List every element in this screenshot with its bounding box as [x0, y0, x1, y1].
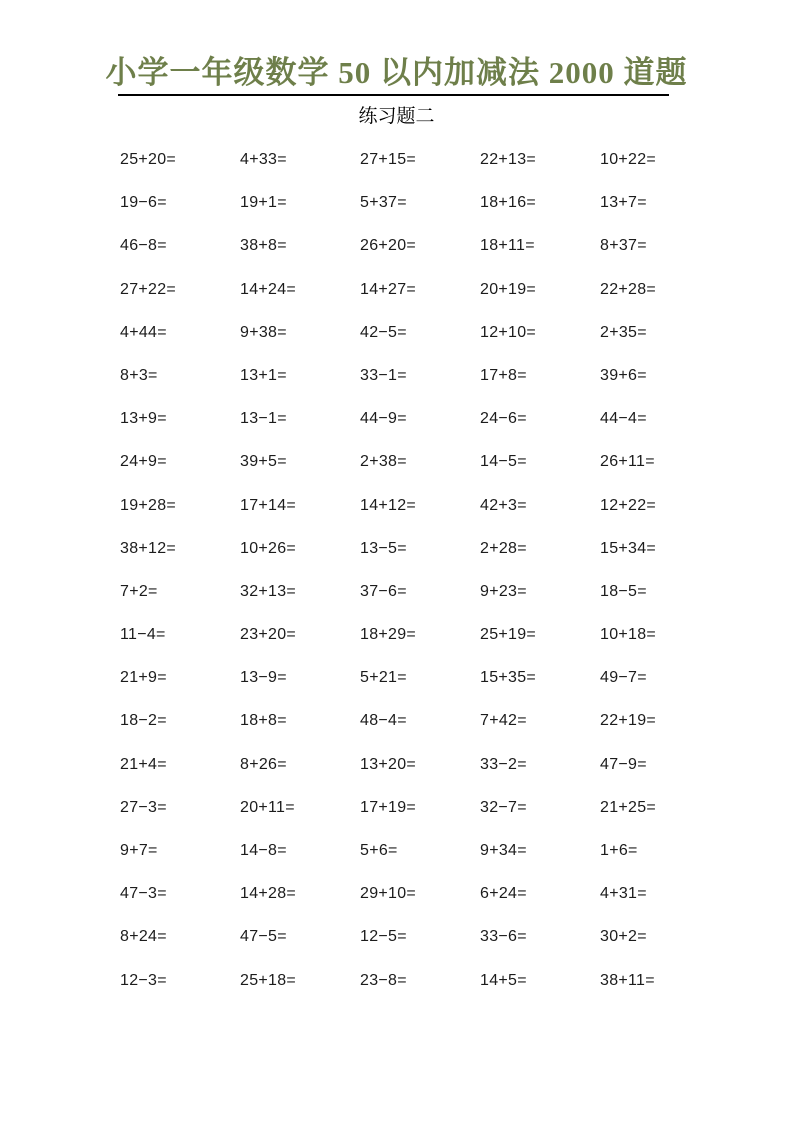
- problem-cell: 37−6=: [360, 582, 407, 600]
- problem-cell: 8+37=: [600, 237, 647, 255]
- problem-cell: 48−4=: [360, 712, 407, 730]
- problem-cell: 25+20=: [120, 151, 177, 168]
- problem-cell: 29+10=: [360, 885, 417, 903]
- problem-cell: 4+33=: [240, 151, 287, 168]
- problem-cell: 17+19=: [360, 798, 417, 816]
- problem-cell: 4+44=: [120, 323, 167, 341]
- problem-cell: 42+3=: [480, 496, 527, 514]
- problem-cell: 15+35=: [480, 669, 537, 687]
- problem-cell: 13−1=: [240, 410, 287, 428]
- problem-cell: 18+29=: [360, 626, 417, 644]
- problem-cell: 6+24=: [480, 885, 527, 903]
- problem-cell: 9+7=: [120, 842, 158, 859]
- problem-cell: 19+28=: [120, 496, 177, 514]
- problem-cell: 5+21=: [360, 669, 407, 687]
- problem-cell: 38+11=: [600, 971, 655, 989]
- problem-cell: 33−6=: [480, 928, 527, 946]
- problem-cell: 42−5=: [360, 323, 407, 341]
- problem-cell: 13+20=: [360, 755, 417, 773]
- problem-cell: 14−5=: [480, 453, 527, 471]
- problem-cell: 9+38=: [240, 323, 287, 341]
- problem-cell: 47−9=: [600, 755, 647, 773]
- problem-cell: 15+34=: [600, 539, 657, 557]
- problem-cell: 2+38=: [360, 453, 407, 471]
- problem-cell: 1+6=: [600, 842, 638, 859]
- problem-cell: 38+12=: [120, 539, 177, 557]
- problem-cell: 13+9=: [120, 410, 167, 428]
- problem-cell: 27−3=: [120, 798, 167, 816]
- problem-cell: 44−9=: [360, 410, 407, 428]
- problem-cell: 14+28=: [240, 885, 297, 903]
- problem-cell: 12−3=: [120, 971, 167, 989]
- problem-cell: 4+31=: [600, 885, 647, 903]
- problem-cell: 18−5=: [600, 582, 647, 600]
- problem-cell: 25+19=: [480, 626, 537, 644]
- problem-cell: 32−7=: [480, 798, 527, 816]
- problem-cell: 26+20=: [360, 237, 417, 255]
- problem-cell: 30+2=: [600, 928, 647, 946]
- problems-grid: [120, 151, 720, 1015]
- problem-cell: 18+11=: [480, 237, 535, 255]
- problem-cell: 7+2=: [120, 582, 158, 600]
- problem-cell: 12−5=: [360, 928, 407, 946]
- problem-cell: 8+3=: [120, 366, 158, 384]
- problem-cell: 14+5=: [480, 971, 527, 989]
- problem-cell: 18+8=: [240, 712, 287, 730]
- problem-cell: 21+4=: [120, 755, 167, 773]
- problem-cell: 19−6=: [120, 194, 167, 212]
- problem-cell: 10+26=: [240, 539, 297, 557]
- problem-cell: 32+13=: [240, 582, 297, 600]
- problem-cell: 11−4=: [120, 626, 166, 644]
- problem-cell: 44−4=: [600, 410, 647, 428]
- problem-cell: 2+28=: [480, 539, 527, 557]
- problem-cell: 9+23=: [480, 582, 527, 600]
- problem-cell: 21+25=: [600, 798, 657, 816]
- problem-cell: 23+20=: [240, 626, 297, 644]
- problem-cell: 12+10=: [480, 323, 537, 341]
- problem-cell: 20+11=: [240, 798, 295, 816]
- problem-cell: 13−9=: [240, 669, 287, 687]
- problem-cell: 33−2=: [480, 755, 527, 773]
- problem-cell: 13+1=: [240, 366, 287, 384]
- problem-cell: 5+6=: [360, 842, 398, 859]
- problem-cell: 25+18=: [240, 971, 297, 989]
- problem-cell: 22+19=: [600, 712, 657, 730]
- problem-cell: 47−5=: [240, 928, 287, 946]
- problem-cell: 46−8=: [120, 237, 167, 255]
- problem-cell: 17+14=: [240, 496, 297, 514]
- problem-cell: 17+8=: [480, 366, 527, 384]
- problem-cell: 12+22=: [600, 496, 657, 514]
- problem-cell: 21+9=: [120, 669, 167, 687]
- problem-cell: 24−6=: [480, 410, 527, 428]
- problem-cell: 9+34=: [480, 842, 527, 859]
- problem-cell: 13−5=: [360, 539, 407, 557]
- problem-cell: 26+11=: [600, 453, 655, 471]
- problem-cell: 18+16=: [480, 194, 537, 212]
- problem-cell: 13+7=: [600, 194, 647, 212]
- problem-cell: 47−3=: [120, 885, 167, 903]
- problem-cell: 39+6=: [600, 366, 647, 384]
- problem-cell: 27+15=: [360, 151, 417, 168]
- problem-cell: 7+42=: [480, 712, 527, 730]
- problem-cell: 24+9=: [120, 453, 167, 471]
- problem-cell: 33−1=: [360, 366, 407, 384]
- problem-cell: 8+26=: [240, 755, 287, 773]
- problem-cell: 22+13=: [480, 151, 537, 168]
- problem-cell: 14+24=: [240, 280, 297, 298]
- problem-cell: 5+37=: [360, 194, 407, 212]
- problem-cell: 39+5=: [240, 453, 287, 471]
- problem-cell: 14+27=: [360, 280, 417, 298]
- problem-cell: 23−8=: [360, 971, 407, 989]
- problem-cell: 14−8=: [240, 842, 287, 859]
- problem-cell: 20+19=: [480, 280, 537, 298]
- problem-cell: 14+12=: [360, 496, 417, 514]
- page-title: 小学一年级数学 50 以内加减法 2000 道题: [105, 55, 688, 90]
- problem-cell: 27+22=: [120, 280, 177, 298]
- title-underline: [118, 94, 669, 96]
- problem-cell: 38+8=: [240, 237, 287, 255]
- problem-cell: 18−2=: [120, 712, 167, 730]
- problem-cell: 8+24=: [120, 928, 167, 946]
- problem-cell: 22+28=: [600, 280, 657, 298]
- problem-cell: 10+22=: [600, 151, 657, 168]
- problem-cell: 19+1=: [240, 194, 287, 212]
- problem-cell: 49−7=: [600, 669, 647, 687]
- problem-cell: 10+18=: [600, 626, 657, 644]
- page-subtitle: 练习题二: [358, 106, 435, 127]
- problem-cell: 2+35=: [600, 323, 647, 341]
